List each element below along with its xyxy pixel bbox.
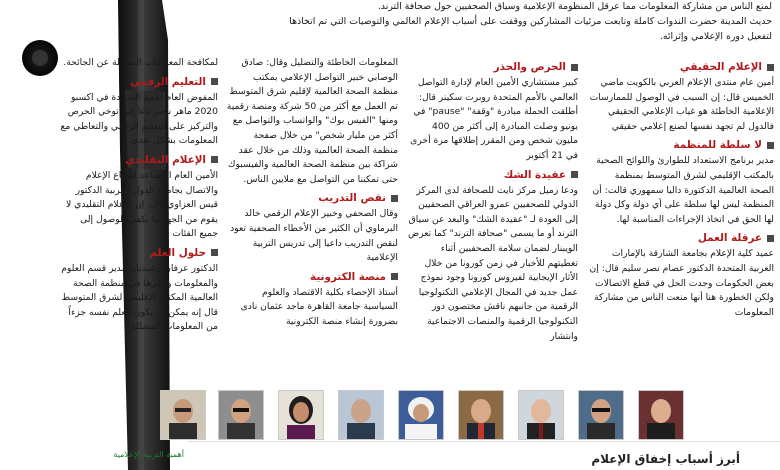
intro-line: لتفعيل دوره الإعلامي وإثرائه.: [659, 30, 772, 42]
speaker-photo: [398, 390, 444, 440]
bullet-square-icon: [211, 78, 218, 85]
section-heading: التعليم الرقمي: [60, 74, 218, 90]
speaker-photo: [578, 390, 624, 440]
speaker-photo: [160, 390, 206, 440]
bullet-square-icon: [767, 142, 774, 149]
divider: [188, 441, 780, 442]
section-text: لمكافحة المعلومات المضللة عن الجائحة.: [63, 57, 218, 68]
bullet-square-icon: [571, 171, 578, 178]
section-text: أمين عام منتدى الإعلام العربي بالكويت ماضي الخميس قال: إن السبب في الوصول للممارسات الإعلامية الخاطئة هو غياب الإعلامي الحقيقي فالدول لم تجهد نفسها لصنع إعلامي حقيقي: [589, 77, 774, 132]
intro-line: لمنع الناس من مشاركة المعلومات مما عرقل المنظومة الإعلامية وسياق الصحفيين حول صحافة الترند.: [377, 1, 772, 12]
section-text: كبير مستشاري الأمين العام لإدارة التواصل العالمي بالأمم المتحدة روبرت سكينر قال: أطلقت الحملة مبادرة "وقفة" "pause" في يونيو وصلت المبادرة إلى أكثر من 400 مليون شخص ومن المقرر إطلاقها مرة أخرى في 21 أكتوبر: [410, 77, 578, 161]
speaker-photo: [638, 390, 684, 440]
bullet-square-icon: [211, 156, 218, 163]
bullet-square-icon: [211, 249, 218, 256]
section-text: الأمين العام المساعد لقطاع الإعلام والاتصال بجامعة الدول العربية الدكتور قيس العزاوي قال: إن الإعلام التقليدي لا يقوم من الجهد ما يكفي للوصول إلى جميع الفئات: [66, 169, 218, 240]
section-text: المفوض العام للأمم المتحدة في اكسبو 2020 ماهر ناصر دعا إلى توخي الحرص والتركيز على التعليم الرقمي والتعاطي مع المعلومات بشكل نقدي.: [60, 91, 218, 147]
section-text: وقال الصحفي وخبير الإعلام الرقمي خالد البرماوي أن الكثير من الأخطاء الصحفية تعود لنقص التدريب داعيا إلى تدريس التربية الإعلامية: [230, 208, 398, 264]
article-column-1: [588, 56, 774, 320]
section-text: ودعا زميل مركز نايت للصحافة لدى المركز الدولي للصحفيين عمرو العراقي الصحفيين إلى العودة لـ "عقيدة الشك" والبعد عن سياق الترند أو ما يسمى "صحافة الترند" كما تعرض الويبنار لضمان سلامة الصحفيين أثناء تغطيتهم للأخبار في زمن كورونا من خلال الأثار الإيجابية لفيروس كورونا وجود نموذج عمل جديد في المجال الإعلامي التكنولوجيا الرقمية من جانبهم ناقش مختصون دور التكنولوجيا الرقمية والمنصات الاجتماعية وانتشار: [408, 184, 578, 342]
section-text: أستاذ الإحصاء بكلية الاقتصاد والعلوم السياسية جامعة القاهرة ماجد عثمان نادى بضرورة إنشاء منصة الكترونية: [240, 286, 398, 327]
speaker-photo: [278, 390, 324, 440]
article-column-3: [226, 56, 398, 330]
speaker-photos: [160, 388, 775, 440]
section-text: عميد كلية الإعلام بجامعة الشارقة بالإمارات العربية المتحدة الدكتور عصام نصر سليم قال: إن بعض الحكومات وجدت الحل في قطع الاتصالات ولكن الخطورة هنا أنها منعت الناس من مشاركة المعلومات: [589, 248, 774, 318]
bullet-square-icon: [767, 235, 774, 242]
section-heading: حلول العلم: [60, 245, 218, 261]
section-heading: لا سلطة للمنظمة: [588, 137, 774, 153]
section-heading: منصة الكترونية: [226, 269, 398, 285]
intro-line: حديث المدينة حضرت الندوات كاملة وتابعت مرئيات المشاركين ووقفت على أسباب الإعلام العالمي والتوصيات التي تم اتخاذها: [289, 15, 772, 27]
section-text: الدكتور عرفان رشيديان مدير قسم العلوم والمعلومات ونشرها في منظمة الصحة العالمية المكتب الإقليمي لشرق المتوسط قال إنه يمكن أن يكون العلم نفسه جزءاً من المعلومات المضللة: [61, 262, 218, 333]
section-heading: عقيدة الشك: [408, 167, 578, 183]
article-intro: [222, 0, 772, 44]
section-text: مدير برنامج الاستعداد للطوارئ واللوائح الصحية بالمكتب الإقليمي لشرق المتوسط بمنظمة الصحة العالمية الدكتورة داليا سمهوري قالت: أن المنظمة ليس لها سلطة على أي دولة وكل دولة لها الحق في اتخاذ الإجراءات المناسبة لها.: [592, 155, 774, 225]
bullet-square-icon: [391, 195, 398, 202]
article-column-4: [60, 56, 218, 335]
speaker-photo: [518, 390, 564, 440]
speaker-photo: [458, 390, 504, 440]
section-heading: عرقلة العمل: [588, 230, 774, 246]
section-text: المعلومات الخاطئة والتضليل وقال: صادق الوصابي خبير التواصل الإعلامي بمكتب منظمة الصحة العالمية لإقليم شرق المتوسط تم العمل مع أكثر من 50 شركة ومنصة رقمية ومنها "الفيس بوك" والواتساب والتواصل مع أكثر من مليار شخص" من خلال صفحة منظمة الصحة العالمية وذلك من خلال عقد شراكة بين منظمة الصحة العالمية والفيسبوك حتى تمكننا من التواصل مع ملايين الناس.: [226, 57, 398, 185]
section-heading: الإعلام الحقيقي: [588, 59, 774, 75]
section-heading: الإعلام التقليدي: [60, 152, 218, 168]
caption: أهمية التربية الإعلامية: [113, 450, 184, 459]
section-title: أبرز أسباب إخفاق الإعلام: [591, 452, 740, 466]
article-column-2: [408, 56, 578, 344]
bullet-square-icon: [767, 64, 774, 71]
section-heading: نقص التدريب: [226, 190, 398, 206]
bullet-square-icon: [391, 273, 398, 280]
bullet-square-icon: [571, 64, 578, 71]
speaker-photo: [218, 390, 264, 440]
section-heading: الحرص والحذر: [408, 59, 578, 75]
speaker-photo: [338, 390, 384, 440]
